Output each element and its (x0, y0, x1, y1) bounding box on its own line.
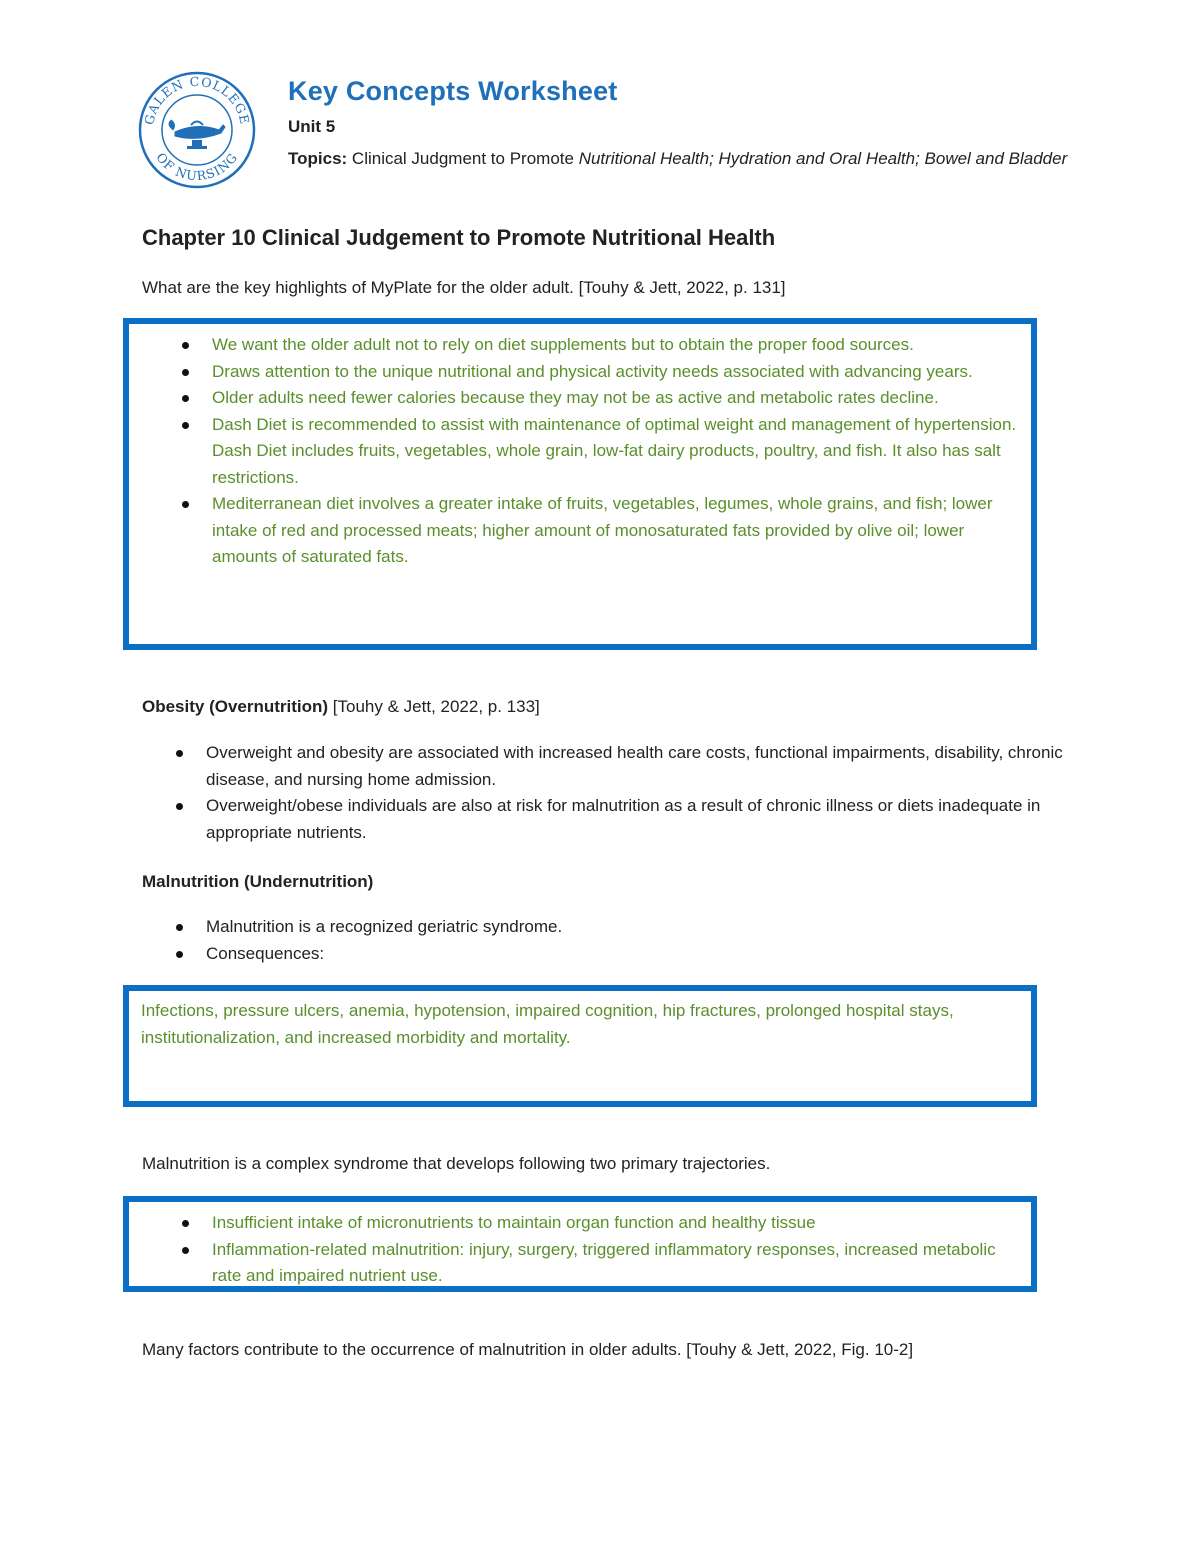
unit-label: Unit 5 (288, 117, 336, 136)
consequences-answer: Infections, pressure ulcers, anemia, hypotension, impaired cognition, hip fractures, prolonged hospital stays, institutionalization, and increased morbidity and mortality. (141, 1001, 954, 1047)
college-logo (137, 70, 257, 190)
answer-item: We want the older adult not to rely on diet supplements but to obtain the proper food sources. (129, 332, 1019, 359)
answer-item: Insufficient intake of micronutrients to maintain organ function and healthy tissue (129, 1210, 1019, 1237)
obesity-list (123, 740, 1083, 846)
malnutrition-heading: Malnutrition (Undernutrition) (142, 872, 374, 891)
consequences-answer-box[interactable] (123, 985, 1037, 1107)
topics-line (288, 146, 1068, 172)
list-item: Overweight/obese individuals are also at risk for malnutrition as a result of chronic illness or diets inadequate in appropriate nutrients. (123, 793, 1083, 846)
trajectories-answer-box[interactable] (123, 1196, 1037, 1292)
answer-item: Mediterranean diet involves a greater intake of fruits, vegetables, legumes, whole grains, and fish; lower intake of red and processed meats; higher amount of monosaturated fats provided by olive oil; lower amounts of saturated fats. (129, 491, 1019, 571)
svg-text:GALEN COLLEGE (141, 74, 253, 126)
answer-item: Dash Diet is recommended to assist with maintenance of optimal weight and management of hypertension. Dash Diet includes fruits, vegetables, whole grain, low-fat dairy products, poultry, and fish. It also has salt restrictions. (129, 412, 1019, 492)
list-item: Malnutrition is a recognized geriatric syndrome. (123, 914, 1023, 941)
topics-plain: Clinical Judgment to Promote (347, 149, 579, 168)
answer-item: Older adults need fewer calories because they may not be as active and metabolic rates decline. (129, 385, 1019, 412)
list-item: Consequences: (123, 941, 1023, 968)
worksheet-title: Key Concepts Worksheet (288, 76, 618, 106)
factors-prompt: Many factors contribute to the occurrence of malnutrition in older adults. [Touhy & Jett, 2022, Fig. 10-2] (142, 1340, 914, 1359)
topics-italic: Nutritional Health; Hydration and Oral Health; Bowel and Bladder (578, 149, 1068, 168)
malnutrition-list (123, 914, 1023, 967)
logo-text-top: GALEN COLLEGE (141, 73, 253, 127)
answer-item: Inflammation-related malnutrition: injury, surgery, triggered inflammatory responses, increased metabolic rate and impaired nutrient use. (129, 1237, 1019, 1290)
trajectories-prompt: Malnutrition is a complex syndrome that develops following two primary trajectories. (142, 1154, 771, 1173)
answer-item: Draws attention to the unique nutritional and physical activity needs associated with advancing years. (129, 359, 1019, 386)
oil-lamp-icon (169, 120, 225, 149)
logo-text-bottom: OF NURSING (153, 149, 241, 184)
topics-label: Topics: (288, 149, 348, 168)
obesity-heading-bold: Obesity (Overnutrition) (142, 697, 329, 716)
obesity-heading (142, 697, 540, 717)
obesity-heading-ref: [Touhy & Jett, 2022, p. 133] (328, 697, 540, 716)
myplate-answer-box[interactable] (123, 318, 1037, 650)
myplate-question: What are the key highlights of MyPlate for the older adult. [Touhy & Jett, 2022, p. 131] (142, 278, 786, 297)
chapter-heading: Chapter 10 Clinical Judgement to Promote Nutritional Health (142, 225, 776, 250)
list-item: Overweight and obesity are associated with increased health care costs, functional impairments, disability, chronic disease, and nursing home admission. (123, 740, 1083, 793)
worksheet-header (288, 76, 1068, 172)
